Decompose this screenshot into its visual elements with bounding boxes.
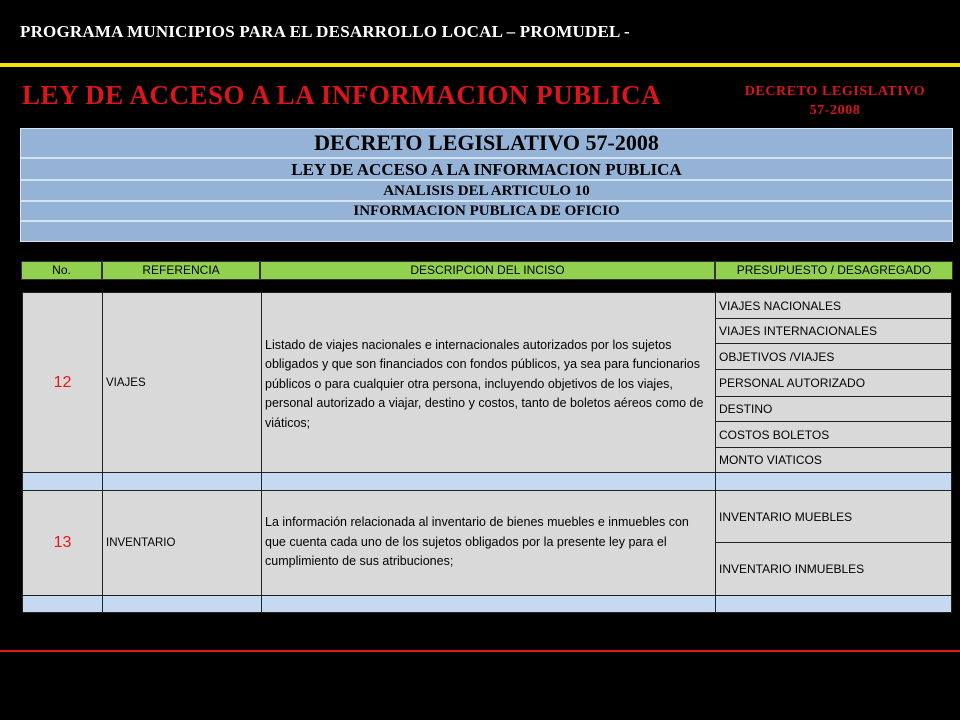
row-12-breakdown-item: OBJETIVOS /VIAJES <box>715 343 952 370</box>
band-decree: DECRETO LEGISLATIVO 57-2008 <box>20 128 953 158</box>
band-info: INFORMACION PUBLICA DE OFICIO <box>20 201 953 221</box>
row-13-breakdown-item: INVENTARIO MUEBLES <box>715 490 952 543</box>
col-header-description: DESCRIPCION DEL INCISO <box>260 261 715 280</box>
spacer-cell <box>22 472 103 491</box>
spacer-cell <box>102 595 262 613</box>
col-header-number: No. <box>21 261 102 280</box>
row-12-number: 12 <box>22 292 103 473</box>
row-13-description: La información relacionada al inventario de bienes muebles e inmuebles con que cuenta cada uno de los sujetos obligados por la presente ley para el cumplimiento de sus atribuciones; <box>261 490 716 596</box>
row-12-breakdown-item: VIAJES NACIONALES <box>715 292 952 319</box>
spacer-cell <box>715 595 952 613</box>
col-header-breakdown: PRESUPUESTO / DESAGREGADO <box>715 261 953 280</box>
row-12-breakdown-item: PERSONAL AUTORIZADO <box>715 369 952 397</box>
row-12-breakdown-item: VIAJES INTERNACIONALES <box>715 318 952 344</box>
row-13-reference: INVENTARIO <box>102 490 262 596</box>
red-divider <box>0 650 960 652</box>
row-12-reference: VIAJES <box>102 292 262 473</box>
band-empty <box>20 221 953 242</box>
col-header-reference: REFERENCIA <box>102 261 260 280</box>
row-12-breakdown-item: MONTO VIATICOS <box>715 447 952 473</box>
decree-label <box>715 82 955 120</box>
spacer-cell <box>261 595 716 613</box>
spacer-cell <box>715 472 952 491</box>
band-law: LEY DE ACCESO A LA INFORMACION PUBLICA <box>20 158 953 180</box>
yellow-divider <box>0 63 960 67</box>
decree-label-line1: DECRETO LEGISLATIVO <box>744 84 926 99</box>
row-12-breakdown-item: COSTOS BOLETOS <box>715 421 952 448</box>
law-title: LEY DE ACCESO A LA INFORMACION PUBLICA <box>22 80 662 110</box>
row-12-breakdown-item: DESTINO <box>715 396 952 422</box>
program-title: PROGRAMA MUNICIPIOS PARA EL DESARROLLO LOCAL – PROMUDEL - <box>20 22 630 41</box>
row-13-breakdown-item: INVENTARIO INMUEBLES <box>715 542 952 596</box>
decree-label-line2: 57-2008 <box>809 103 861 118</box>
spacer-cell <box>261 472 716 491</box>
spacer-cell <box>102 472 262 491</box>
band-article: ANALISIS DEL ARTICULO 10 <box>20 180 953 201</box>
row-12-description: Listado de viajes nacionales e internacionales autorizados por los sujetos obligados y que son financiados con fondos públicos, ya sea para funcionarios públicos o para cualquier otra persona, incluyendo objetivos de los viajes, personal autorizado a viajar, destino y costos, tanto de boletos aéreos como de viáticos; <box>261 292 716 473</box>
row-13-number: 13 <box>22 490 103 596</box>
spacer-cell <box>22 595 103 613</box>
